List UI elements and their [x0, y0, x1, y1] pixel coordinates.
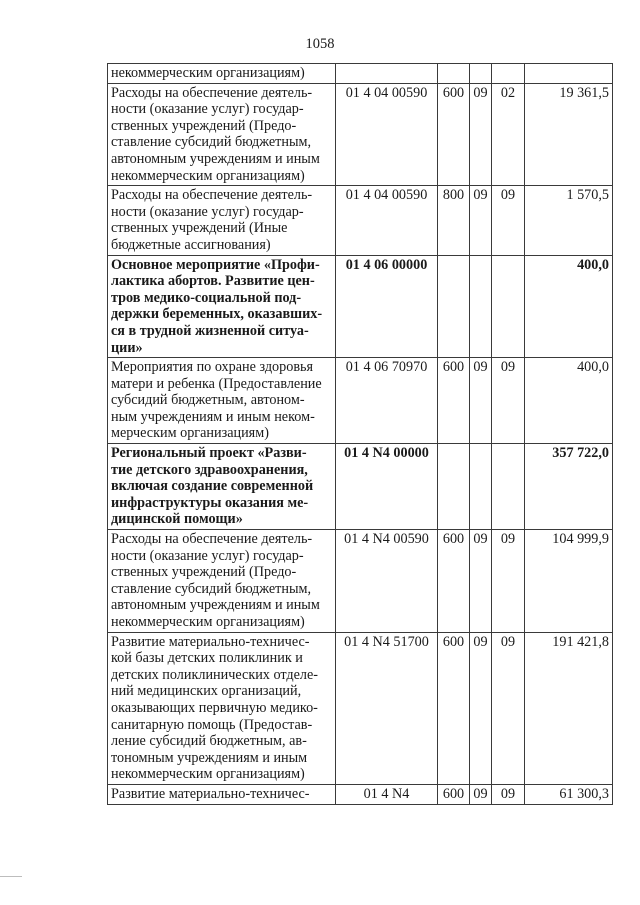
expense-type-cell: 800: [438, 186, 470, 255]
section-cell: [470, 444, 492, 530]
target-code-cell: 01 4 N4 00590: [336, 530, 438, 633]
table-row: [108, 784, 613, 804]
expense-name-cell: Расходы на обеспечение деятель- ности (оказание услуг) государ- ственных учреждений (Предо- ставление субсидий бюджетным, автономным учреждениям и иным некоммерческим организациям): [108, 83, 336, 186]
target-code-cell: 01 4 06 70970: [336, 358, 438, 444]
expense-type-cell: 600: [438, 83, 470, 186]
amount-cell: 1 570,5: [525, 186, 613, 255]
expense-name-cell: Расходы на обеспечение деятель- ности (оказание услуг) государ- ственных учреждений (Предо- ставление субсидий бюджетным, автономным учреждениям и иным некоммерческим организациям): [108, 530, 336, 633]
table-row: [108, 444, 613, 530]
section-cell: 09: [470, 358, 492, 444]
table-row: [108, 632, 613, 784]
expense-type-cell: 600: [438, 784, 470, 804]
subsection-cell: [492, 255, 525, 358]
table-row: [108, 64, 613, 84]
subsection-cell: 09: [492, 186, 525, 255]
section-cell: 09: [470, 632, 492, 784]
section-cell: 09: [470, 530, 492, 633]
amount-cell: 357 722,0: [525, 444, 613, 530]
section-cell: [470, 64, 492, 84]
amount-cell: [525, 64, 613, 84]
target-code-cell: 01 4 N4 00000: [336, 444, 438, 530]
amount-cell: 400,0: [525, 358, 613, 444]
expense-name-cell: некоммерческим организациям): [108, 64, 336, 84]
target-code-cell: [336, 64, 438, 84]
expense-name-cell: Расходы на обеспечение деятель- ности (оказание услуг) государ- ственных учреждений (Иные бюджетные ассигнования): [108, 186, 336, 255]
expense-type-cell: 600: [438, 530, 470, 633]
table-row: [108, 83, 613, 186]
subsection-cell: 09: [492, 632, 525, 784]
target-code-cell: 01 4 04 00590: [336, 186, 438, 255]
table-row: [108, 186, 613, 255]
subsection-cell: 09: [492, 358, 525, 444]
target-code-cell: 01 4 N4: [336, 784, 438, 804]
page-edge-mark: [0, 876, 22, 877]
expense-type-cell: [438, 444, 470, 530]
amount-cell: 61 300,3: [525, 784, 613, 804]
amount-cell: 191 421,8: [525, 632, 613, 784]
target-code-cell: 01 4 04 00590: [336, 83, 438, 186]
expense-name-cell: Основное мероприятие «Профи- лактика абортов. Развитие цен- тров медико-социальной под- держки беременных, оказавших- ся в трудной жизненной ситуа- ции»: [108, 255, 336, 358]
budget-table-body: [108, 64, 613, 805]
expense-type-cell: [438, 64, 470, 84]
expense-name-cell: Региональный проект «Разви- тие детского здравоохранения, включая создание современной инфраструктуры оказания ме- дицинской помощи»: [108, 444, 336, 530]
table-row: [108, 530, 613, 633]
section-cell: 09: [470, 83, 492, 186]
budget-table: [107, 63, 613, 805]
subsection-cell: [492, 444, 525, 530]
section-cell: [470, 255, 492, 358]
expense-type-cell: 600: [438, 632, 470, 784]
subsection-cell: 09: [492, 784, 525, 804]
table-row: [108, 255, 613, 358]
subsection-cell: [492, 64, 525, 84]
expense-type-cell: 600: [438, 358, 470, 444]
subsection-cell: 02: [492, 83, 525, 186]
amount-cell: 400,0: [525, 255, 613, 358]
target-code-cell: 01 4 06 00000: [336, 255, 438, 358]
expense-type-cell: [438, 255, 470, 358]
expense-name-cell: Развитие материально-техничес-: [108, 784, 336, 804]
expense-name-cell: Мероприятия по охране здоровья матери и ребенка (Предоставление субсидий бюджетным, автоном- ным учреждениям и иным неком- мерческим организациям): [108, 358, 336, 444]
table-row: [108, 358, 613, 444]
target-code-cell: 01 4 N4 51700: [336, 632, 438, 784]
page-number: 1058: [305, 36, 335, 52]
amount-cell: 104 999,9: [525, 530, 613, 633]
section-cell: 09: [470, 784, 492, 804]
amount-cell: 19 361,5: [525, 83, 613, 186]
section-cell: 09: [470, 186, 492, 255]
subsection-cell: 09: [492, 530, 525, 633]
expense-name-cell: Развитие материально-техничес- кой базы детских поликлиник и детских поликлинических отделе- ний медицинских организаций, оказывающих первичную медико- санитарную помощь (Предостав- ление субсидий бюджетным, ав- тономным учреждениям и иным некоммерческим организациям): [108, 632, 336, 784]
